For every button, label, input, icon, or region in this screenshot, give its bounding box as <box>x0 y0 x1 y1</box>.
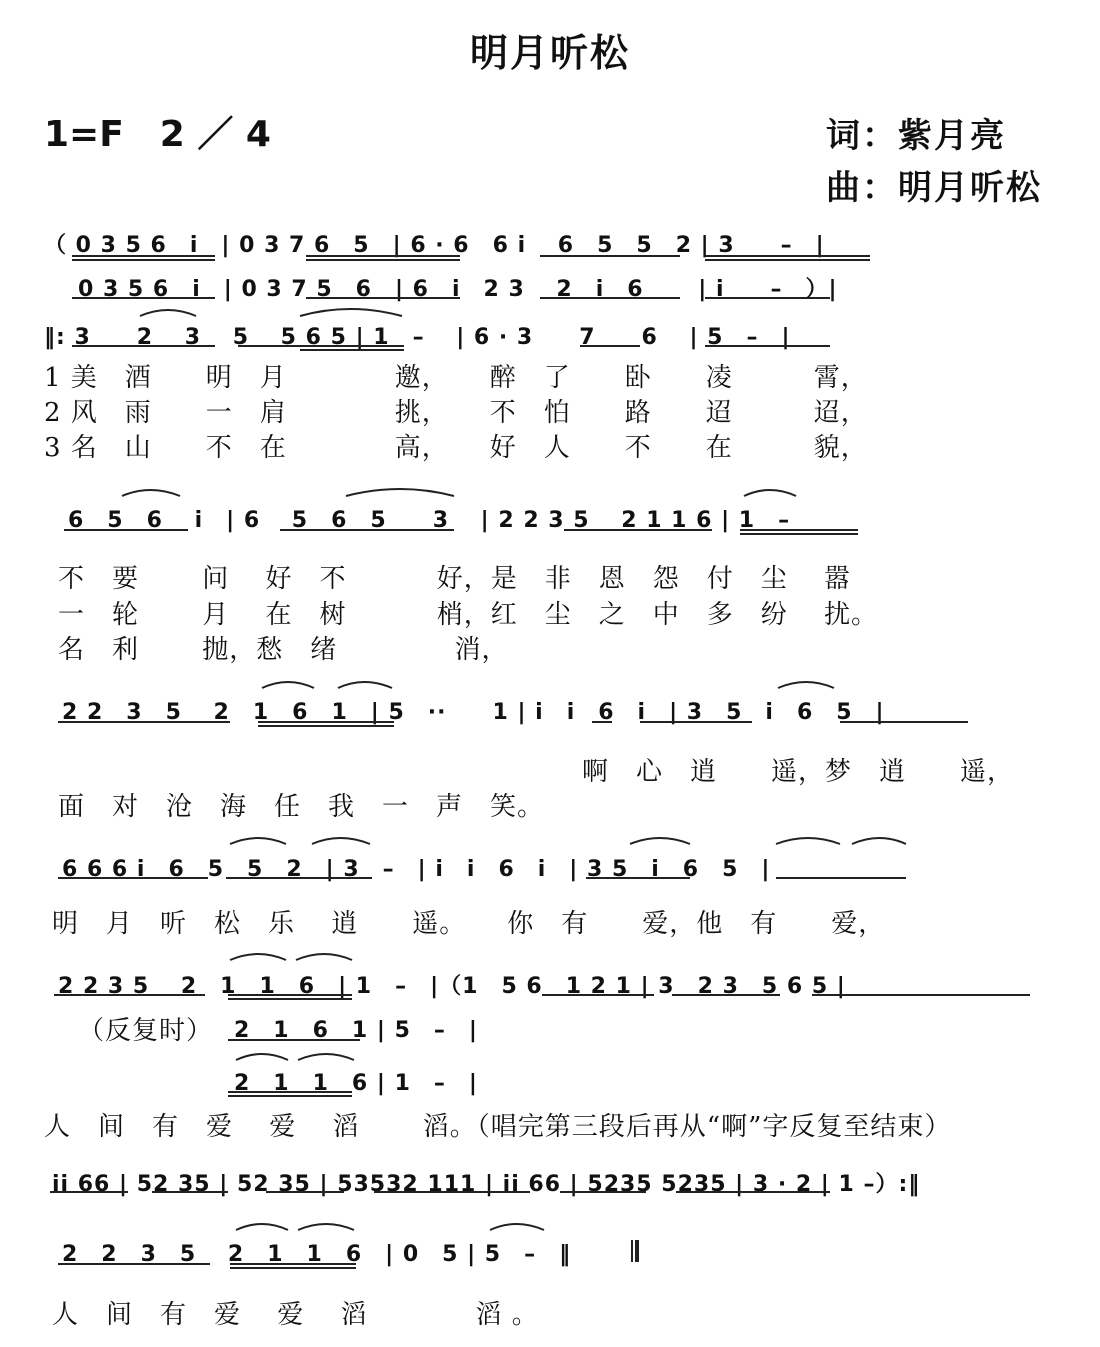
song-title: 明月听松 <box>469 31 630 75</box>
lyric-line: 人 间 有 爱 爱 滔 滔 。 <box>52 1300 539 1330</box>
slur-mark <box>296 954 352 960</box>
slur-mark <box>312 838 370 844</box>
lyric-line: 1 美 酒 明 月 邀， 醉 了 卧 凌 霄， <box>44 363 868 393</box>
slur-mark <box>140 310 196 316</box>
slur-mark <box>262 682 314 688</box>
slur-mark <box>230 838 286 844</box>
lyric-line: （反复时） <box>78 1016 214 1046</box>
lyric-line: 一 轮 月 在 树 梢，红 尘 之 中 多 纷 扰。 <box>58 600 879 630</box>
lyric-line: 啊 心 逍 遥，梦 逍 遥， <box>582 757 1015 787</box>
score-line: ‖: 3 2 3 5 5 6 5 | 1 – | 6 · 3 7 6 | 5 – | <box>44 325 791 350</box>
lyric-line: 3 名 山 不 在 高， 好 人 不 在 貌， <box>44 433 868 463</box>
slur-mark <box>236 1054 288 1060</box>
slur-mark <box>776 838 840 844</box>
score-line: 2 1 6 1 | 5 – | <box>234 1018 478 1043</box>
slur-mark <box>300 309 402 316</box>
score-line: （ 0 3 5 6 i | 0 3 7 6 5 | 6 · 6 6 i 6 5 5 2 | 3 – | <box>44 233 825 258</box>
score-line: ii 66 | 52 35 | 52 35 | 53532 111 | ii 66 | 5235 5235 | 3 · 2 | 1 –）:‖ <box>52 1172 921 1197</box>
score-line: 6 6 6 i 6 5 5 2 | 3 – | i i 6 i | 3 5 i 6 5 | <box>62 857 771 882</box>
lyric-line: 明 月 听 松 乐 逍 遥。 你 有 爱，他 有 爱， <box>52 909 886 939</box>
slur-mark <box>630 838 690 844</box>
score-line: 2 1 1 6 | 1 – | <box>234 1071 478 1096</box>
lyric-line: 名 利 抛，愁 绪 消， <box>58 635 509 665</box>
slur-mark <box>346 489 454 496</box>
score-line: 6 5 6 i | 6 5 6 5 3 | 2 2 3 5 2 1 1 6 | 1 – <box>68 508 791 533</box>
slur-mark <box>230 954 286 960</box>
lyric-line: 不 要 问 好 不 好，是 非 恩 怨 付 尘 嚣 <box>58 564 852 594</box>
slur-mark <box>490 1224 544 1230</box>
score-line: 0 3 5 6 i | 0 3 7 5 6 | 6 i 2 3 2 i 6 | i – ）| <box>78 277 838 302</box>
slur-mark <box>778 682 834 688</box>
lyric-line: 2 风 雨 一 肩 挑， 不 怕 路 迢 迢， <box>44 398 868 428</box>
score-line: 2 2 3 5 2 1 1 6 | 1 – |（1 5 6 1 2 1 | 3 2 3 5 6 5 | <box>58 974 846 999</box>
key-time-signature: 1=F 2 ／ 4 <box>44 114 271 155</box>
slur-mark <box>852 838 906 844</box>
slur-mark <box>298 1054 354 1060</box>
composer-credit: 曲：明月听松 <box>826 168 1042 208</box>
score-line: 2 2 3 5 2 1 1 6 | 0 5 | 5 – ‖ <box>62 1242 572 1267</box>
lyric-line: 人 间 有 爱 爱 滔 滔。（唱完第三段后再从“啊”字反复至结束） <box>44 1112 952 1142</box>
slur-mark <box>338 682 392 688</box>
score-line: 2 2 3 5 2 1 6 1 | 5 ·· 1 | i i 6 i | 3 5 i 6 5 | <box>62 700 885 725</box>
lyricist-credit: 词：紫月亮 <box>826 116 1006 156</box>
slur-mark <box>744 490 796 496</box>
slur-mark <box>236 1224 288 1230</box>
lyric-line: 面 对 沧 海 任 我 一 声 笑。 <box>58 792 545 822</box>
slur-mark <box>122 490 180 496</box>
slur-mark <box>298 1224 354 1230</box>
